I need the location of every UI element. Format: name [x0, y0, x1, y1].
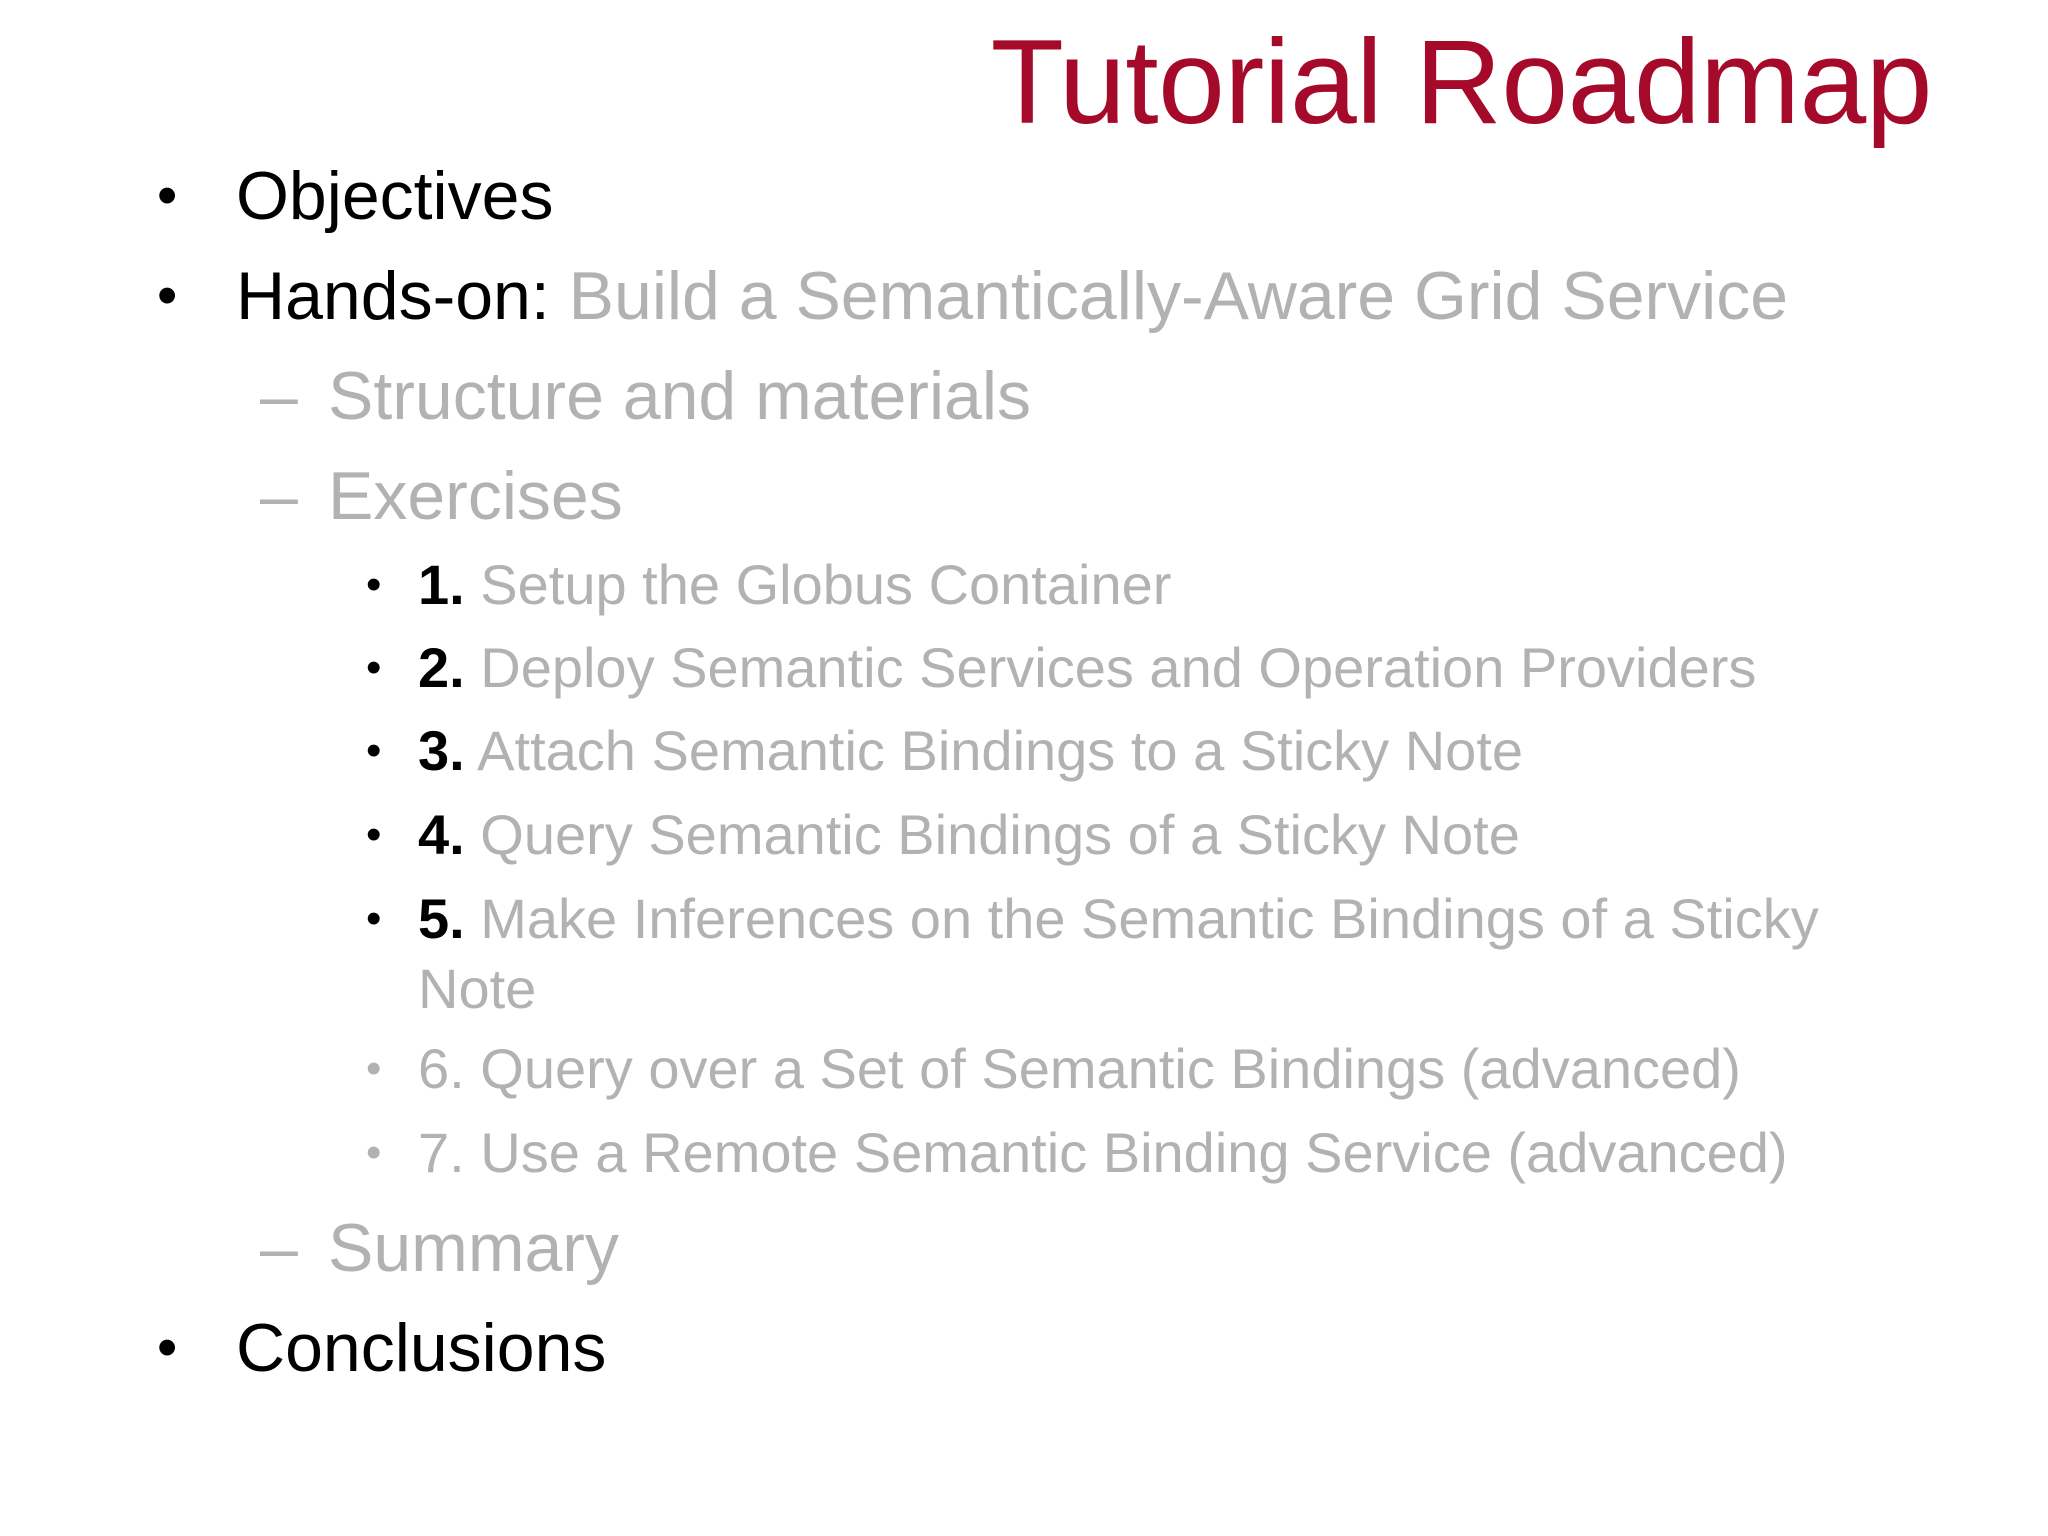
exercise-title: Deploy Semantic Services and Operation Providers — [464, 636, 1757, 699]
exercise-title: Query Semantic Bindings of a Sticky Note — [464, 803, 1520, 866]
bullet-icon: • — [157, 163, 178, 228]
bullet-icon: • — [157, 1315, 178, 1380]
dash-icon: – — [260, 458, 298, 534]
dash-icon: – — [260, 1210, 298, 1286]
exercise-number: 2. — [418, 636, 465, 699]
structure-text: Structure and materials — [328, 358, 1031, 434]
exercises-heading: Exercises — [328, 458, 623, 534]
exercise-text — [418, 633, 1918, 703]
hands-on-text: Build a Semantically-Aware Grid Service — [549, 258, 1789, 334]
exercise-title: Setup the Globus Container — [464, 553, 1172, 616]
exercise-title: Make Inferences on the Semantic Bindings of a Sticky Note — [418, 887, 1819, 1020]
subitem-summary — [0, 1208, 2048, 1288]
exercise-title: Use a Remote Semantic Binding Service (advanced) — [464, 1121, 1788, 1184]
subitem-exercises — [0, 456, 2048, 536]
bullet-icon: • — [366, 1128, 382, 1177]
bullet-icon: • — [366, 560, 382, 609]
exercise-text — [418, 884, 1878, 1024]
exercise-number: 6. — [418, 1037, 465, 1100]
bullet-icon: • — [157, 263, 178, 328]
exercise-title: Attach Semantic Bindings to a Sticky Note — [464, 719, 1524, 782]
dash-icon: – — [260, 358, 298, 434]
summary-text: Summary — [328, 1210, 619, 1286]
exercise-text — [418, 550, 1918, 620]
conclusions-text: Conclusions — [236, 1310, 607, 1386]
exercise-number: 7. — [418, 1121, 465, 1184]
exercise-text — [418, 716, 1918, 786]
bullet-icon: • — [366, 810, 382, 859]
exercise-number: 5. — [418, 887, 465, 950]
bullet-icon: • — [366, 726, 382, 775]
subitem-structure — [0, 356, 2048, 436]
exercise-number: 1. — [418, 553, 465, 616]
bullet-icon: • — [366, 1044, 382, 1093]
bullet-hands-on — [0, 256, 2048, 336]
hands-on-label: Hands-on: — [236, 258, 550, 334]
slide-title: Tutorial Roadmap — [990, 15, 1932, 149]
hands-on-item — [236, 256, 1788, 336]
bullet-conclusions — [0, 1308, 2048, 1388]
bullet-icon: • — [366, 894, 382, 943]
exercise-text — [418, 800, 1918, 870]
exercise-number: 3. — [418, 719, 465, 782]
objectives-text: Objectives — [236, 158, 554, 234]
exercise-number: 4. — [418, 803, 465, 866]
bullet-icon: • — [366, 643, 382, 692]
exercise-text — [418, 1034, 1918, 1104]
exercise-title: Query over a Set of Semantic Bindings (advanced) — [464, 1037, 1741, 1100]
bullet-objectives — [0, 156, 2048, 236]
exercise-text — [418, 1118, 1918, 1188]
